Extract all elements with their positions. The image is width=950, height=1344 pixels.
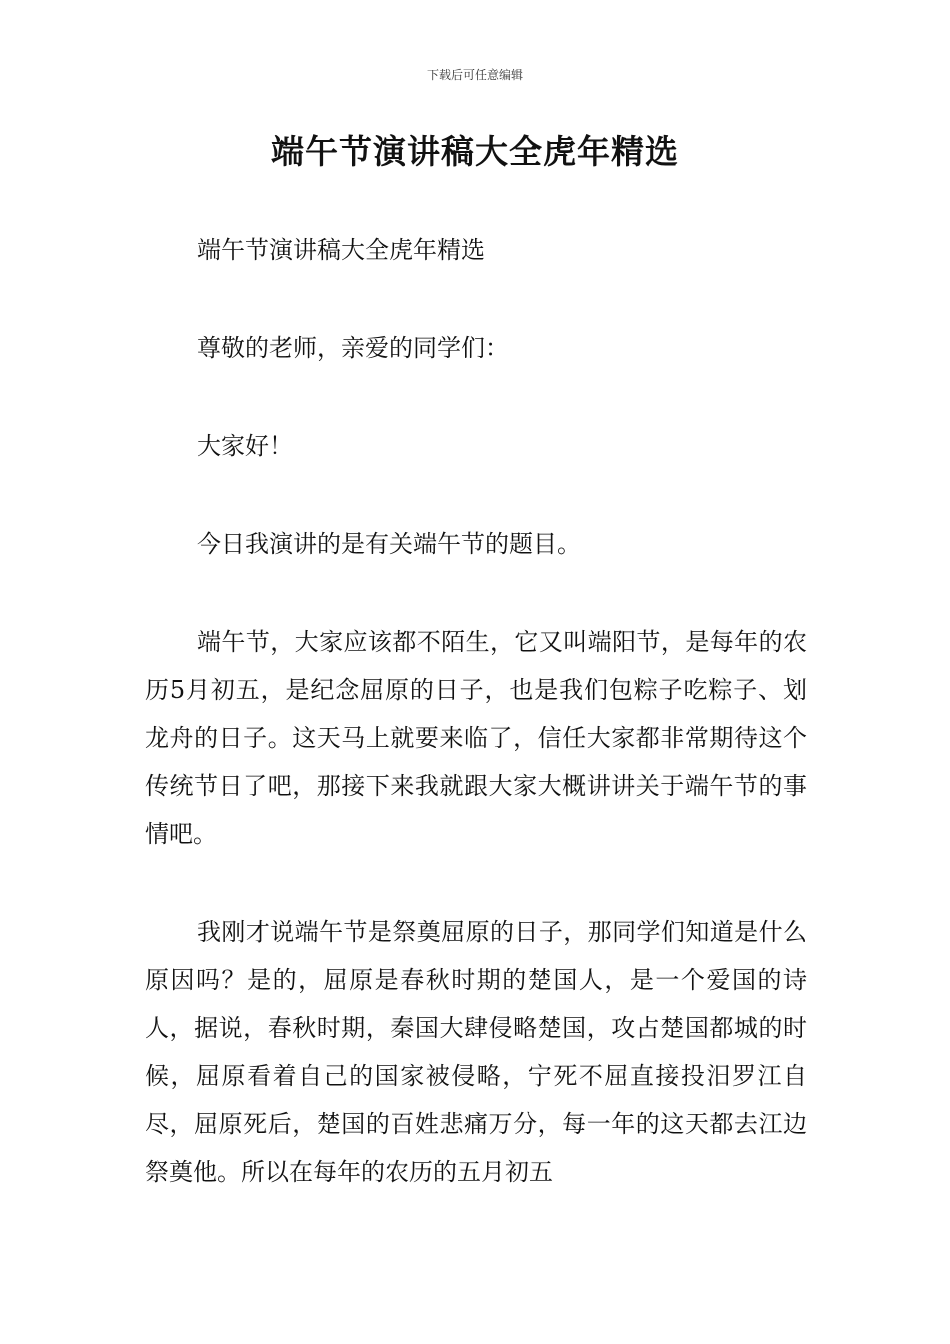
header-note: 下载后可任意编辑 [426,68,523,82]
paragraph-greeting: 大家好！ [197,432,293,460]
paragraph-salutation: 尊敬的老师，亲爱的同学们： [197,334,509,362]
paragraph-festival: 端午节，大家应该都不陌生，它又叫端阳节，是每年的农历5月初五，是纪念屈原的日子，也是我们包粽子吃粽子、划龙舟的日子。这天马上就要来临了，信任大家都非常期待这个传统节日了吧，那接下来我就跟大家大概讲讲关于端午节的事情吧。 [145,628,807,848]
paragraph-intro: 今日我演讲的是有关端午节的题目。 [197,530,581,558]
document-body [145,226,807,1246]
paragraph-subtitle: 端午节演讲稿大全虎年精选 [197,236,485,264]
document-title: 端午节演讲稿大全虎年精选 [271,132,679,171]
paragraph-quyuan: 我刚才说端午节是祭奠屈原的日子，那同学们知道是什么原因吗？是的，屈原是春秋时期的楚国人，是一个爱国的诗人，据说，春秋时期，秦国大肆侵略楚国，攻占楚国都城的时候，屈原看着自己的国家被侵略，宁死不屈直接投汨罗江自尽，屈原死后，楚国的百姓悲痛万分，每一年的这天都去江边祭奠他。所以在每年的农历的五月初五 [145,918,807,1186]
